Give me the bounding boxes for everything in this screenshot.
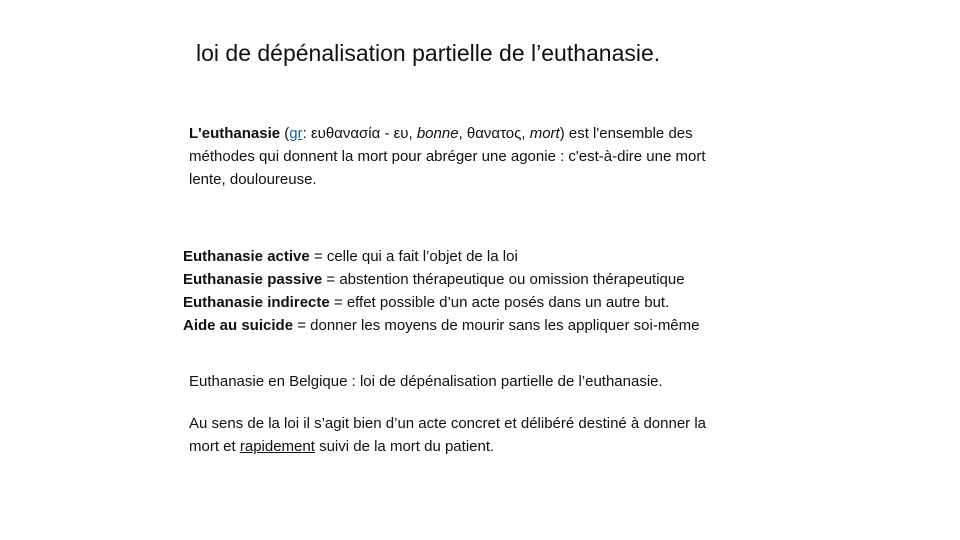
definition-rest: ) est l'ensemble des xyxy=(559,125,693,142)
type-item-suicide xyxy=(183,314,700,337)
type-term: Euthanasie indirecte xyxy=(183,294,330,311)
sense-text-b: suivi de la mort du patient. xyxy=(314,438,495,455)
word-bonne: bonne xyxy=(416,125,459,142)
belgium-paragraph: Euthanasie en Belgique : loi de dépénalisation partielle de l’euthanasie. xyxy=(189,373,663,390)
definition-line-2: méthodes qui donnent la mort pour abréger une agonie : c'est-à-dire une mort xyxy=(189,148,706,165)
definition-line-3: lente, douloureuse. xyxy=(189,171,317,188)
definition-term: L'euthanasie xyxy=(189,125,281,142)
type-description: = effet possible d’un acte posés dans un autre but. xyxy=(329,294,670,311)
greek-thanatos: , θανατος, xyxy=(458,125,530,142)
law-sense-paragraph xyxy=(189,412,706,458)
type-description: = abstention thérapeutique ou omission thérapeutique xyxy=(322,271,685,288)
sense-line-2 xyxy=(189,435,706,458)
sense-line-1: Au sens de la loi il s’agit bien d’un acte concret et délibéré destiné à donner la xyxy=(189,415,706,432)
type-description: = celle qui a fait l’objet de la loi xyxy=(309,248,518,265)
word-rapidement: rapidement xyxy=(239,438,315,455)
sense-text-a: mort et xyxy=(189,438,240,455)
definition-paragraph xyxy=(189,122,706,191)
definition-paren: ( xyxy=(280,125,290,142)
type-item-active xyxy=(183,245,700,268)
type-item-passive xyxy=(183,268,700,291)
type-description: = donner les moyens de mourir sans les appliquer soi-même xyxy=(293,317,700,334)
type-term: Aide au suicide xyxy=(183,317,294,334)
definition-line-1 xyxy=(189,122,706,145)
greek-etymology: : ευθανασία - ευ, xyxy=(302,125,417,142)
slide-title: loi de dépénalisation partielle de l’euthanasie. xyxy=(196,40,661,66)
type-term: Euthanasie passive xyxy=(183,271,323,288)
gr-link[interactable]: gr xyxy=(289,125,303,142)
word-mort: mort xyxy=(529,125,560,142)
euthanasia-types-list xyxy=(183,245,700,337)
type-item-indirecte xyxy=(183,291,700,314)
type-term: Euthanasie active xyxy=(183,248,310,265)
